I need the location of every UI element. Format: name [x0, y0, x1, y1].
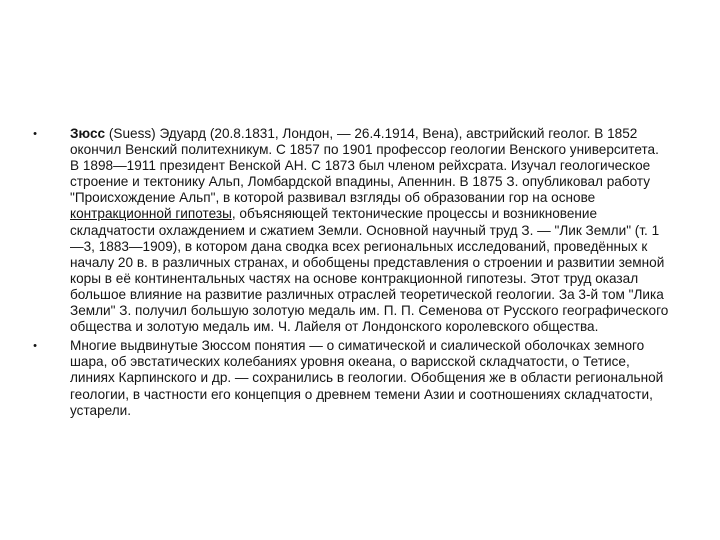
bullet-marker: •: [33, 128, 37, 140]
bullet-item-concepts: [30, 338, 670, 418]
bullet-marker: •: [33, 340, 37, 353]
contraction-hypothesis-link[interactable]: контракционной гипотезы: [70, 206, 232, 222]
biography-paragraph: [70, 126, 670, 335]
bullet-item-biography: [30, 126, 670, 335]
biography-text-start: (Suess) Эдуард (20.8.1831, Лондон, — 26.4.1914, Вена), австрийский геолог. В 1852 окончил Венский политехникум. С 1857 по 1901 профессор геологии Венского университета. В 1898—1911 президент Венской АН. С 1873 был членом рейхсрата. Изучал геологическое строение и тектонику Альп, Ломбардской впадины, Апеннин. В 1875 З. опубликовал работу "Происхождение Альп", в которой развивал взгляды об образовании гор на основе: [70, 126, 659, 206]
biography-text-end: , объясняющей тектонические процессы и возникновение складчатости охлаждением и сжатием Земли. Основной научный труд З. — "Лик Земли" (т. 1—3, 1883—1909), в котором дана сводка всех региональных исследований, проведённых к началу 20 в. в различных странах, и обобщены представления о строении и развитии земной коры в её континентальных частях на основе контракционной гипотезы. Этот труд оказал большое влияние на развитие различных отраслей теоретической геологии. За 3-й том "Лика Земли" З. получил большую золотую медаль им. П. П. Семенова от Русского географического общества и золотую медаль им. Ч. Лайеля от Лондонского королевского общества.: [70, 206, 669, 335]
concepts-paragraph: Многие выдвинутые Зюссом понятия — о симатической и сиалической оболочках земного шара, об эвстатических колебаниях уровня океана, о варисской складчатости, о Тетисе, линиях Карпинского и др. — сохранились в геологии. Обобщения же в области региональной геологии, в частности его концепция о древнем темени Азии и соотношениях складчатости, устарели.: [70, 338, 664, 418]
term-name: Зюсс: [70, 126, 106, 141]
bullet-list: [30, 126, 670, 419]
